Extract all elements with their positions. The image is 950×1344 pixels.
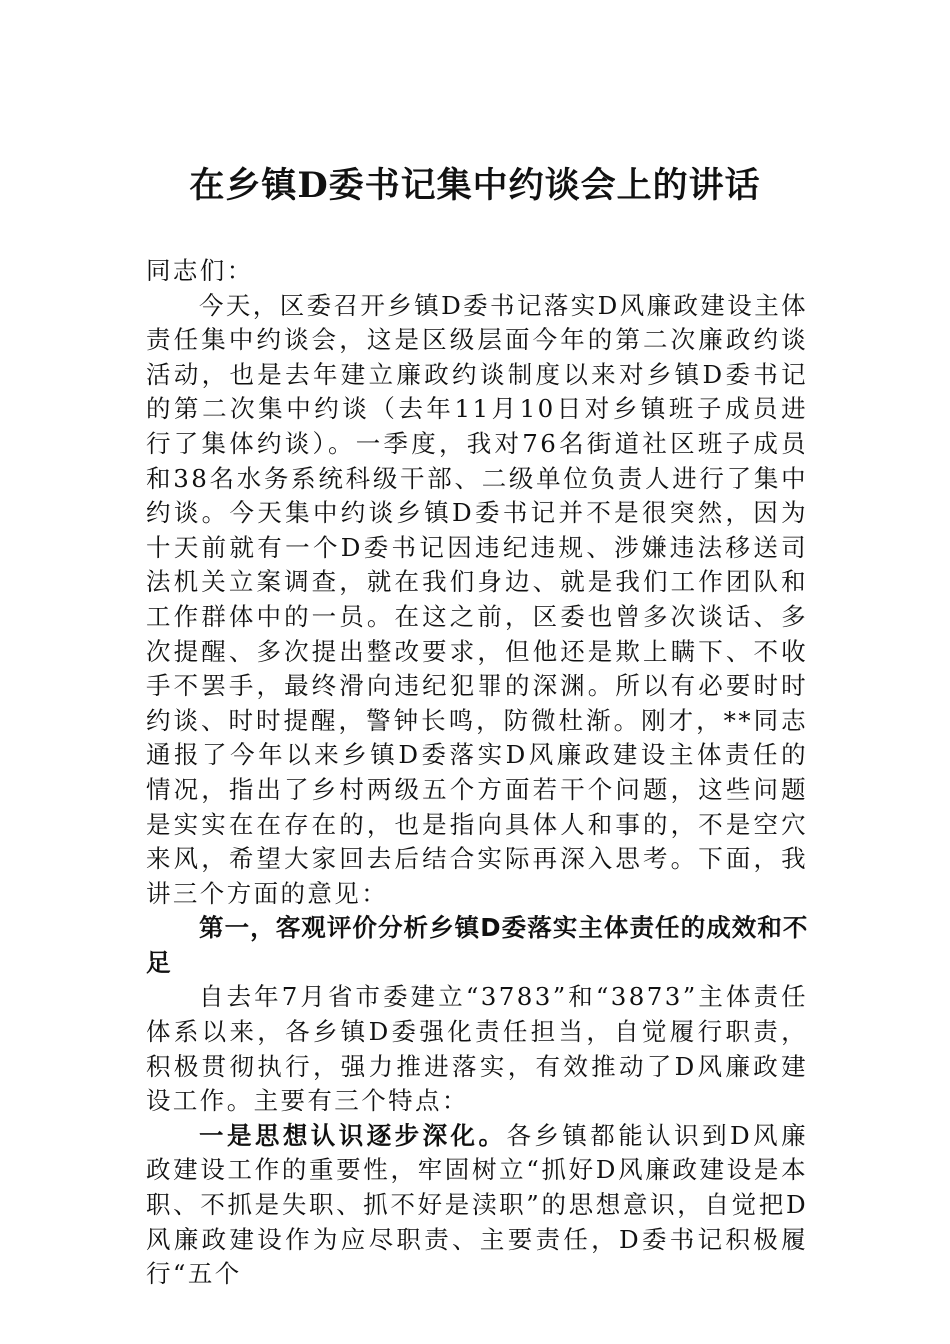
paragraph-point-1 [146, 1119, 808, 1292]
salutation: 同志们： [146, 256, 254, 285]
paragraph-achievements: 自去年7月省市委建立“3783”和“3873”主体责任体系以来，各乡镇D委强化责任担当，自觉履行职责，积极贯彻执行，强力推进落实，有效推动了D风廉政建设工作。主要有三个特点： [146, 982, 808, 1116]
document-title: 在乡镇D委书记集中约谈会上的讲话 [189, 165, 761, 206]
document-body [146, 254, 808, 1292]
point-1-text: 各乡镇都能认识到D风廉政建设工作的重要性，牢固树立“抓好D风廉政建设是本职、不抓是失职、抓不好是渎职”的思想意识，自觉把D风廉政建设作为应尽职责、主要责任，D委书记积极履行“五个 [146, 1120, 808, 1289]
section-heading-1: 第一，客观评价分析乡镇D委落实主体责任的成效和不足 [146, 913, 808, 977]
paragraph-intro: 今天，区委召开乡镇D委书记落实D风廉政建设主体责任集中约谈会，这是区级层面今年的第二次廉政约谈活动，也是去年建立廉政约谈制度以来对乡镇D委书记的第二次集中约谈（去年11月10日对乡镇班子成员进行了集体约谈）。一季度，我对76名街道社区班子成员和38名水务系统科级干部、二级单位负责人进行了集中约谈。今天集中约谈乡镇D委书记并不是很突然，因为十天前就有一个D委书记因违纪违规、涉嫌违法移送司法机关立案调查，就在我们身边、就是我们工作团队和工作群体中的一员。在这之前，区委也曾多次谈话、多次提醒、多次提出整改要求，但他还是欺上瞒下、不收手不罢手，最终滑向违纪犯罪的深渊。所以有必要时时约谈、时时提醒，警钟长鸣，防微杜渐。刚才，**同志通报了今年以来乡镇D委落实D风廉政建设主体责任的情况，指出了乡村两级五个方面若干个问题，这些问题是实实在在存在的，也是指向具体人和事的，不是空穴来风，希望大家回去后结合实际再深入思考。下面，我讲三个方面的意见： [146, 290, 808, 908]
point-1-lead: 一是思想认识逐步深化。 [199, 1120, 507, 1150]
